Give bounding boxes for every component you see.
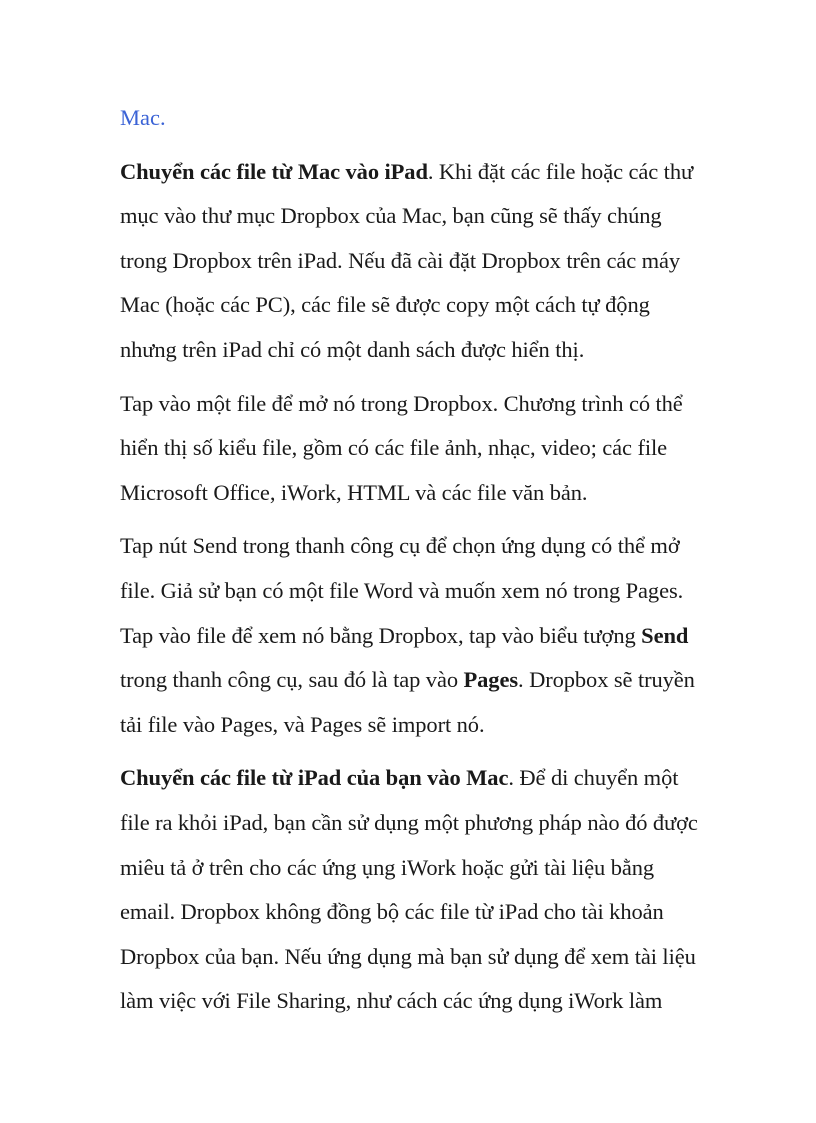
paragraph-line: làm việc với File Sharing, như cách các ứng dụng iWork làm — [120, 988, 663, 1014]
paragraph-line: tải file vào Pages, và Pages sẽ import nó. — [120, 711, 485, 737]
paragraph-1 — [120, 150, 760, 373]
hyperlink-text[interactable]: Mac. — [120, 105, 166, 130]
spacer — [120, 747, 760, 756]
bold-heading: Chuyển các file từ iPad của bạn vào Mac — [120, 765, 509, 791]
bold-heading: Chuyển các file từ Mac vào iPad — [120, 158, 428, 184]
spacer — [120, 515, 760, 524]
paragraph-4 — [120, 756, 760, 1024]
paragraph-line: Tap vào file để xem nó bằng Dropbox, tap vào biểu tượng Send — [120, 622, 689, 648]
paragraph-line: miêu tả ở trên cho các ứng ụng iWork hoặc gửi tài liệu bằng — [120, 854, 655, 880]
bold-term-send: Send — [641, 622, 689, 648]
paragraph-line: trong thanh công cụ, sau đó là tap vào Pages. Dropbox sẽ truyền — [120, 667, 695, 693]
paragraph-line: email. Dropbox không đồng bộ các file từ iPad cho tài khoản — [120, 899, 664, 925]
spacer — [120, 373, 760, 382]
paragraph-line: Tap nút Send trong thanh công cụ để chọn ứng dụng có thể mở — [120, 533, 680, 559]
paragraph-line: Chuyển các file từ Mac vào iPad. Khi đặt các file hoặc các thư — [120, 158, 694, 184]
spacer — [120, 141, 760, 150]
paragraph-line: mục vào thư mục Dropbox của Mac, bạn cũng sẽ thấy chúng — [120, 203, 662, 229]
paragraph-line: Tap vào một file để mở nó trong Dropbox. Chương trình có thể — [120, 390, 683, 416]
paragraph-line: trong Dropbox trên iPad. Nếu đã cài đặt Dropbox trên các máy — [120, 247, 681, 273]
bold-term-pages: Pages — [463, 667, 519, 693]
paragraph-2 — [120, 382, 760, 516]
paragraph-line: nhưng trên iPad chỉ có một danh sách được hiển thị. — [120, 336, 585, 362]
paragraph-line: Dropbox của bạn. Nếu ứng dụng mà bạn sử dụng để xem tài liệu — [120, 943, 696, 969]
paragraph-line: hiển thị số kiểu file, gồm có các file ảnh, nhạc, video; các file — [120, 435, 668, 461]
paragraph-line: Chuyển các file từ iPad của bạn vào Mac. Để di chuyển một — [120, 765, 679, 791]
paragraph-line: Mac (hoặc các PC), các file sẽ được copy một cách tự động — [120, 292, 650, 318]
paragraph-3 — [120, 524, 760, 747]
paragraph-line: file ra khỏi iPad, bạn cần sử dụng một phương pháp nào đó được — [120, 809, 698, 835]
paragraph-line: Microsoft Office, iWork, HTML và các file văn bản. — [120, 479, 588, 505]
paragraph-line: file. Giả sử bạn có một file Word và muốn xem nó trong Pages. — [120, 577, 684, 603]
document-page — [120, 96, 760, 1024]
